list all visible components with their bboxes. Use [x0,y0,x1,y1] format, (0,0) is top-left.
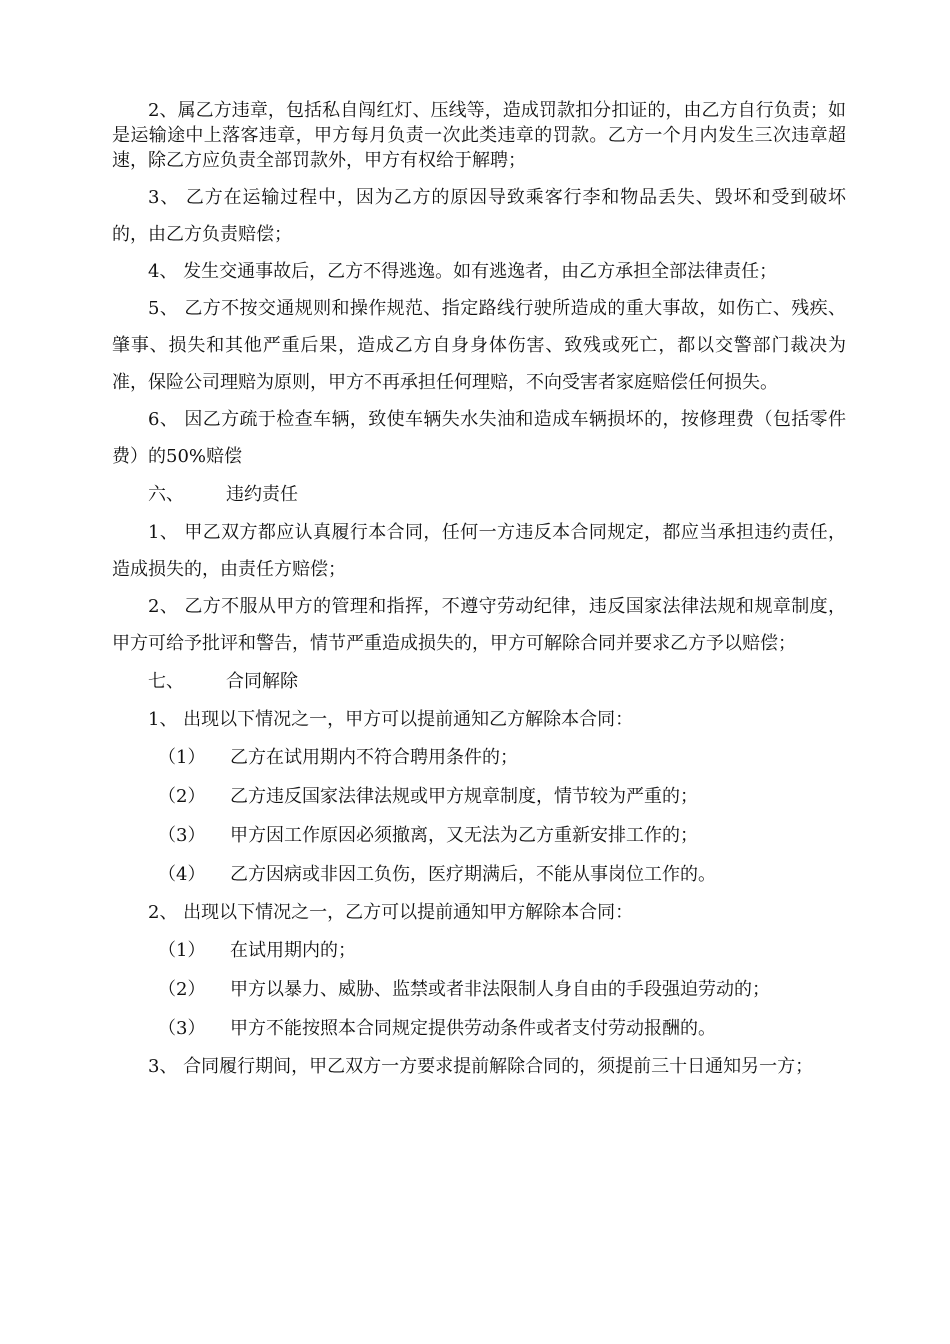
list-item [112,970,846,1009]
list-item-number: （4） [158,864,206,885]
list-item [112,738,846,777]
breach-clause-2: 2、 乙方不服从甲方的管理和指挥，不遵守劳动纪律，违反国家法律法规和规章制度，甲方可给予批评和警告，情节严重造成损失的，甲方可解除合同并要求乙方予以赔偿； [112,596,846,654]
clause-6-vehicle-damage: 6、 因乙方疏于检查车辆，致使车辆失水失油和造成车辆损坏的，按修理费（包括零件费）的50%赔偿 [112,409,846,467]
list-item [112,1009,846,1048]
section-number: 六、 [148,484,184,505]
clause-3-luggage-loss: 3、 乙方在运输过程中，因为乙方的原因导致乘客行李和物品丢失、毁坏和受到破坏的，由乙方负责赔偿； [112,187,846,245]
section-number: 七、 [148,671,184,692]
list-item-number: （3） [158,1018,206,1039]
list-item-number: （2） [158,979,206,1000]
list-item-number: （3） [158,825,206,846]
list-item-text: 乙方因病或非因工负伤，医疗期满后，不能从事岗位工作的。 [230,864,716,885]
list-item-number: （2） [158,786,206,807]
termination-clause-2: 2、 出现以下情况之一，乙方可以提前通知甲方解除本合同： [148,902,634,923]
section-title: 合同解除 [226,671,298,692]
clause-5-major-accident: 5、 乙方不按交通规则和操作规范、指定路线行驶所造成的重大事故，如伤亡、残疾、肇事、损失和其他严重后果，造成乙方自身身体伤害、致残或死亡，都以交警部门裁决为准，保险公司理赔为原则，甲方不再承担任何理赔，不向受害者家庭赔偿任何损失。 [112,298,846,393]
list-item-number: （1） [158,747,206,768]
termination-clause-3: 3、 合同履行期间，甲乙双方一方要求提前解除合同的，须提前三十日通知另一方； [148,1056,814,1077]
list-item [112,855,846,894]
clause-2-violations: 2、属乙方违章，包括私自闯红灯、压线等，造成罚款扣分扣证的，由乙方自行负责；如是运输途中上落客违章，甲方每月负责一次此类违章的罚款。乙方一个月内发生三次违章超速，除乙方应负责全部罚款外，甲方有权给于解聘； [112,100,846,171]
list-item [112,816,846,855]
termination-clause-1: 1、 出现以下情况之一，甲方可以提前通知乙方解除本合同： [148,709,634,730]
section-title: 违约责任 [226,484,298,505]
section-heading-breach [112,475,846,514]
document-body [112,92,846,1085]
section-heading-termination [112,662,846,701]
list-item-text: 乙方在试用期内不符合聘用条件的； [230,747,518,768]
list-item-text: 甲方以暴力、威胁、监禁或者非法限制人身自由的手段强迫劳动的； [230,979,770,1000]
list-item-number: （1） [158,940,206,961]
list-item-text: 在试用期内的； [230,940,356,961]
list-item-text: 乙方违反国家法律法规或甲方规章制度，情节较为严重的； [230,786,698,807]
list-item-text: 甲方因工作原因必须撤离，又无法为乙方重新安排工作的； [230,825,698,846]
list-item [112,931,846,970]
breach-clause-1: 1、 甲乙双方都应认真履行本合同，任何一方违反本合同规定，都应当承担违约责任，造成损失的，由责任方赔偿； [112,522,846,580]
list-item-text: 甲方不能按照本合同规定提供劳动条件或者支付劳动报酬的。 [230,1018,716,1039]
list-item [112,777,846,816]
clause-4-no-escape: 4、 发生交通事故后，乙方不得逃逸。如有逃逸者，由乙方承担全部法律责任； [148,261,778,282]
